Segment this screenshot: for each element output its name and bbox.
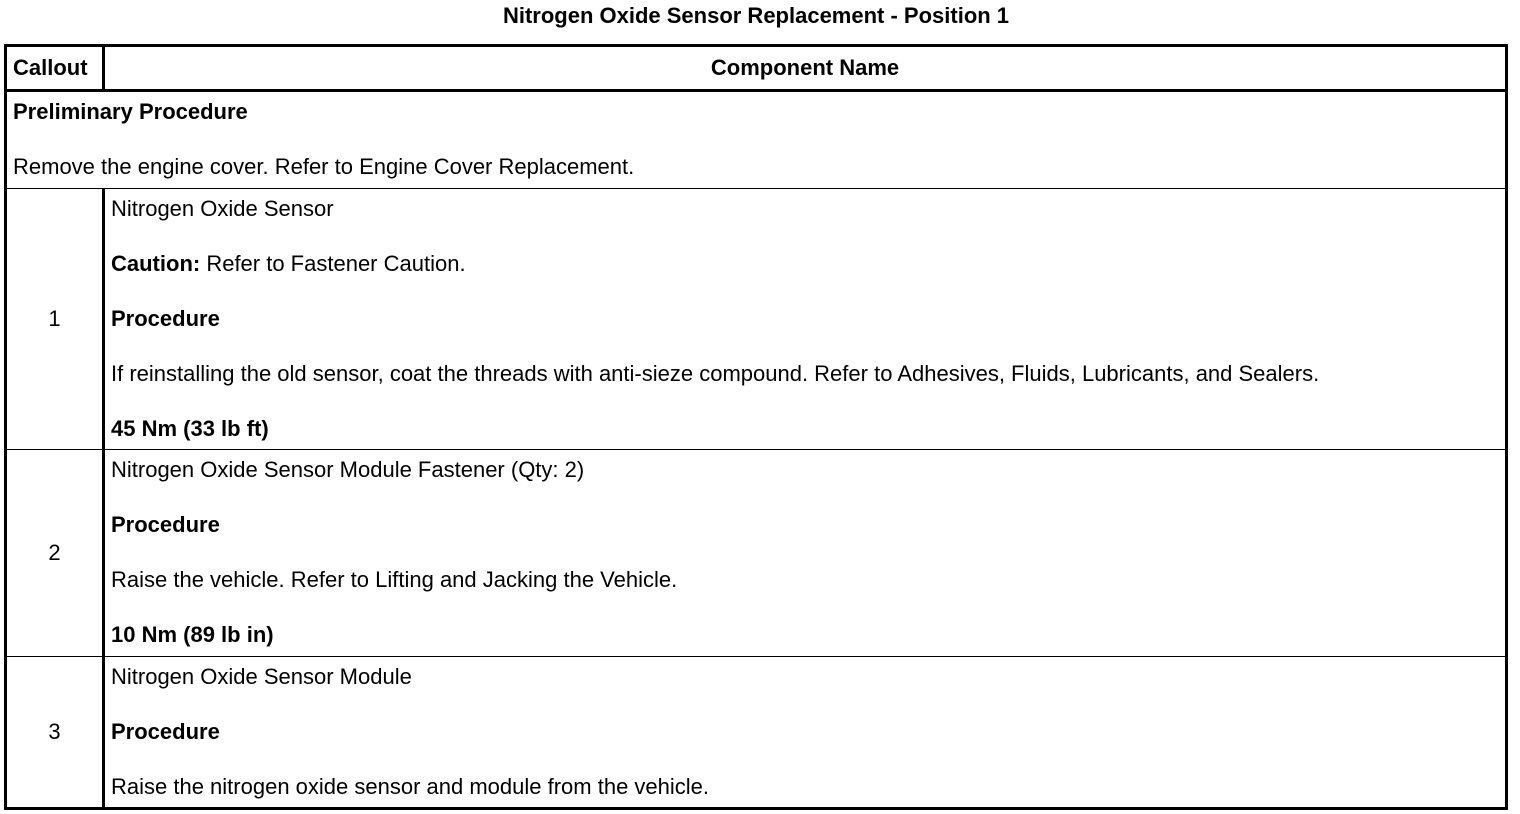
callout-number: 2 xyxy=(6,450,104,657)
component-name: Nitrogen Oxide Sensor xyxy=(111,196,334,221)
component-cell xyxy=(104,450,1507,657)
procedure-table xyxy=(4,44,1508,810)
component-name: Nitrogen Oxide Sensor Module xyxy=(111,664,412,689)
page-title: Nitrogen Oxide Sensor Replacement - Position 1 xyxy=(502,3,1010,28)
callout-number: 1 xyxy=(6,189,104,450)
component-cell xyxy=(104,657,1507,809)
callout-number: 3 xyxy=(6,657,104,809)
table-row xyxy=(6,657,1507,809)
caution-note xyxy=(111,250,1499,278)
callout-column-header: Callout xyxy=(6,46,104,91)
caution-label: Caution: xyxy=(111,251,201,276)
procedure-text: Raise the nitrogen oxide sensor and module from the vehicle. xyxy=(111,774,710,799)
procedure-label: Procedure xyxy=(111,306,220,331)
component-name-column-header: Component Name xyxy=(104,46,1507,91)
component-cell xyxy=(104,189,1507,450)
procedure-text: Raise the vehicle. Refer to Lifting and Jacking the Vehicle. xyxy=(111,567,678,592)
procedure-label: Procedure xyxy=(111,719,220,744)
procedure-text: If reinstalling the old sensor, coat the threads with anti-sieze compound. Refer to Adhesives, Fluids, Lubricants, and Sealers. xyxy=(111,361,1320,386)
preliminary-procedure-cell xyxy=(6,91,1507,189)
torque-spec: 10 Nm (89 lb in) xyxy=(111,622,274,647)
torque-spec: 45 Nm (33 lb ft) xyxy=(111,416,269,441)
preliminary-procedure-row xyxy=(6,91,1507,189)
preliminary-procedure-heading: Preliminary Procedure xyxy=(13,99,248,124)
preliminary-procedure-text: Remove the engine cover. Refer to Engine Cover Replacement. xyxy=(13,154,635,179)
table-row xyxy=(6,450,1507,657)
component-name: Nitrogen Oxide Sensor Module Fastener (Qty: 2) xyxy=(111,457,585,482)
table-row xyxy=(6,189,1507,450)
table-header-row xyxy=(6,46,1507,91)
caution-text: Refer to Fastener Caution. xyxy=(200,251,466,276)
procedure-label: Procedure xyxy=(111,512,220,537)
